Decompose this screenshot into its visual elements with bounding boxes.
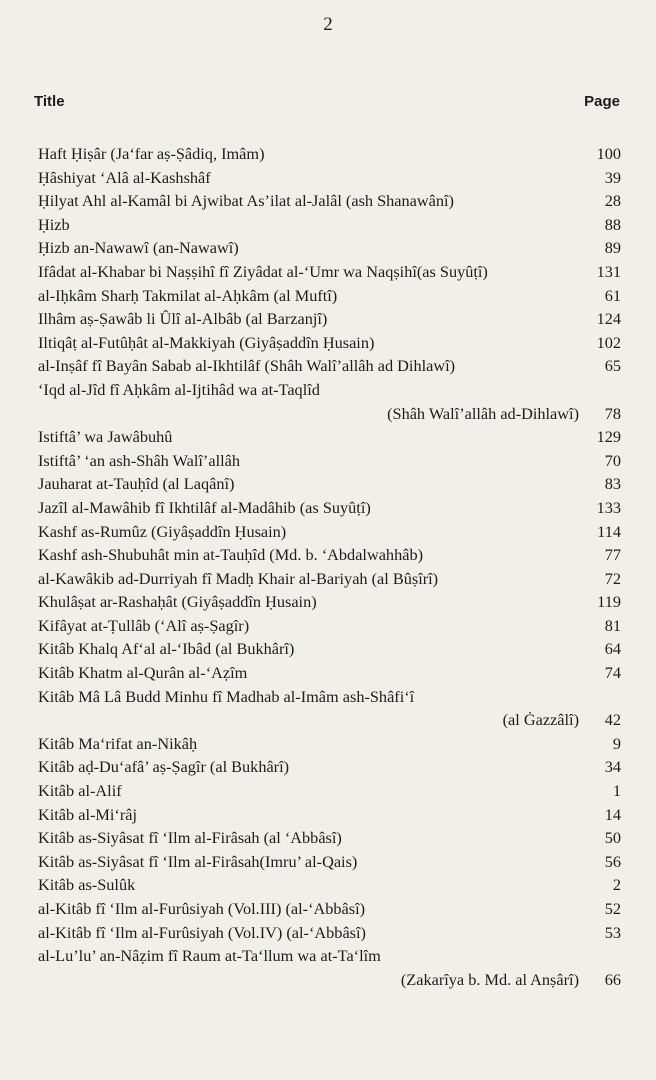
page-number: 2 [323,14,333,35]
entry-title: Istiftâ’ ‘an ash-Shâh Walî’allâh [38,450,240,470]
column-header [34,93,620,110]
entry-title: al-Kawâkib ad-Durriyah fî Madḥ Khair al-Bariyah (al Bûṣîrî) [38,568,439,588]
index-entry [38,236,621,260]
entry-page-number: 14 [604,804,621,824]
entry-title: Ḥizb [38,214,70,234]
entry-title: Kashf ash-Shubuhât min at-Tauḥîd (Md. b. ‘Abdalwahhâb) [38,545,424,565]
index-entry [38,543,621,567]
entry-page-number: 77 [604,545,621,565]
index-entry [38,590,621,614]
entry-page-number: 39 [604,167,621,187]
index-entry [38,307,621,331]
entry-title-continuation: (Shâh Walî’allâh ad-Dihlawî) [387,403,579,423]
entry-title: Kitâb as-Sulûk [38,875,136,895]
index-entry [38,284,621,308]
entry-title: al-Inṣâf fî Bayân Sabab al-Ikhtilâf (Shâh Walî’allâh ad Dihlawî) [38,356,456,376]
entry-page-number: 74 [604,663,621,683]
entry-page-number: 89 [604,238,621,258]
index-entry [38,354,621,378]
index-entry [38,826,621,850]
index-entry [38,685,621,732]
entry-title: Kitâb as-Siyâsat fî ‘Ilm al-Firâsah (al ‘Abbâsî) [38,828,342,848]
entry-title: Jauharat at-Tauḥîd (al Laqânî) [38,474,235,494]
entry-page-number: 42 [604,710,621,730]
entry-page-number: 2 [612,875,621,895]
index-entry [38,449,621,473]
entry-title: Kitâb aḍ-Du‘afâ’ aṣ-Ṣagîr (al Bukhârî) [38,757,290,777]
entry-title: Kitâb Khatm al-Qurân al-‘Aẓîm [38,663,248,683]
entry-title: al-Iḥkâm Sharḥ Takmilat al-Aḥkâm (al Muftî) [38,285,338,305]
entry-page-number: 88 [604,214,621,234]
index-entry [38,873,621,897]
entry-page-number: 50 [604,828,621,848]
index-entry [38,803,621,827]
entry-page-number: 52 [604,899,621,918]
entry-title: Kashf as-Rumûz (Giyâṣaddîn Ḥusain) [38,521,287,541]
index-entry [38,213,621,237]
entry-page-number: 65 [604,356,621,376]
entry-page-number: 34 [604,757,621,777]
entry-title: Kitâb al-Mi‘râj [38,804,138,824]
entry-page-number: 70 [604,450,621,470]
index-entry [38,378,621,425]
entry-title: ‘Iqd al-Jîd fî Aḥkâm al-Ijtihâd wa at-Taqlîd [38,379,320,399]
entry-title: Ilhâm aṣ-Ṣawâb li Ûlî al-Albâb (al Barzanjî) [38,309,328,329]
entry-title-continuation: (Zakarîya b. Md. al Anṣârî) [400,969,579,989]
index-entry [38,732,621,756]
entry-title: al-Lu’lu’ an-Nâẓim fî Raum at-Ta‘llum wa at-Ta‘lîm [38,946,381,966]
entry-page-number: 102 [596,332,621,352]
index-entry [38,166,621,190]
index-entry [38,260,621,284]
entry-title: Kitâb as-Siyâsat fî ‘Ilm al-Firâsah(Imru’ al-Qais) [38,851,358,871]
index-entry [38,897,621,921]
entry-page-number: 9 [612,733,621,753]
entry-page-number: 133 [596,497,621,517]
entry-page-number: 56 [604,851,621,871]
index-entry [38,850,621,874]
index-entry [38,755,621,779]
entry-page-number: 61 [604,285,621,305]
index-entry [38,189,621,213]
index-entry [38,520,621,544]
entry-title: Kitâb Mâ Lâ Budd Minhu fî Madhab al-Imâm ash-Shâfi‘î [38,686,415,706]
entry-title: al-Kitâb fî ‘Ilm al-Furûsiyah (Vol.III) (al-‘Abbâsî) [38,899,366,918]
entry-page-number: 53 [604,922,621,942]
index-entry [38,142,621,166]
entry-page-number: 66 [604,969,621,989]
entry-page-number: 114 [597,521,621,541]
entry-title: Ḥâshiyat ‘Alâ al-Kashshâf [38,167,211,187]
entry-page-number: 81 [604,615,621,635]
entry-title: Kitâb Ma‘rifat an-Nikâḥ [38,733,198,753]
index-entry [38,921,621,945]
entry-page-number: 28 [604,191,621,211]
entry-page-number: 124 [596,309,621,329]
index-entry [38,496,621,520]
entry-page-number: 1 [612,781,621,801]
entry-title: al-Kitâb fî ‘Ilm al-Furûsiyah (Vol.IV) (al-‘Abbâsî) [38,922,366,942]
entry-title: Ḥilyat Ahl al-Kamâl bi Ajwibat As’ilat al-Jalâl (ash Shanawânî) [38,191,454,211]
page-column-header: Page [584,93,620,110]
entry-title: Kitâb Khalq Af‘al al-‘Ibâd (al Bukhârî) [38,639,295,659]
index-entry [38,331,621,355]
index-entry [38,567,621,591]
entry-page-number: 129 [596,427,621,447]
index-entry [38,779,621,803]
entry-title: Iltiqâṭ al-Futûḥât al-Makkiyah (Giyâṣaddîn Ḥusain) [38,332,375,352]
entry-title: Kitâb al-Alif [38,781,122,801]
index-entry [38,944,621,991]
entry-title: Ḥizb an-Nawawî (an-Nawawî) [38,238,239,258]
entry-title-continuation: (al Ġazzâlî) [502,710,579,730]
index-entry [38,614,621,638]
index-entry [38,661,621,685]
entry-title: Jazîl al-Mawâhib fî Ikhtilâf al-Madâhib (as Suyûṭî) [38,497,371,517]
index-entry [38,472,621,496]
title-column-header: Title [34,93,65,110]
entry-title: Haft Ḥiṣâr (Ja‘far aṣ-Ṣâdiq, Imâm) [38,144,265,163]
entry-page-number: 64 [604,639,621,659]
entry-title: Khulâṣat ar-Rashaḥât (Giyâṣaddîn Ḥusain) [38,592,317,612]
entry-page-number: 100 [596,144,621,163]
index-entry [38,637,621,661]
entry-title: Istiftâ’ wa Jawâbuhû [38,427,173,447]
entry-page-number: 72 [604,568,621,588]
entry-title: Ifâdat al-Khabar bi Naṣṣihî fî Ziyâdat al-‘Umr wa Naqṣihî(as Suyûṭî) [38,261,488,281]
index-entries [38,142,621,991]
entry-title: Kifâyat at-Ṭullâb (‘Alî aṣ-Ṣagîr) [38,615,250,635]
entry-page-number: 131 [596,261,621,281]
entry-page-number: 119 [597,592,621,612]
entry-page-number: 83 [604,474,621,494]
index-entry [38,425,621,449]
entry-page-number: 78 [604,403,621,423]
